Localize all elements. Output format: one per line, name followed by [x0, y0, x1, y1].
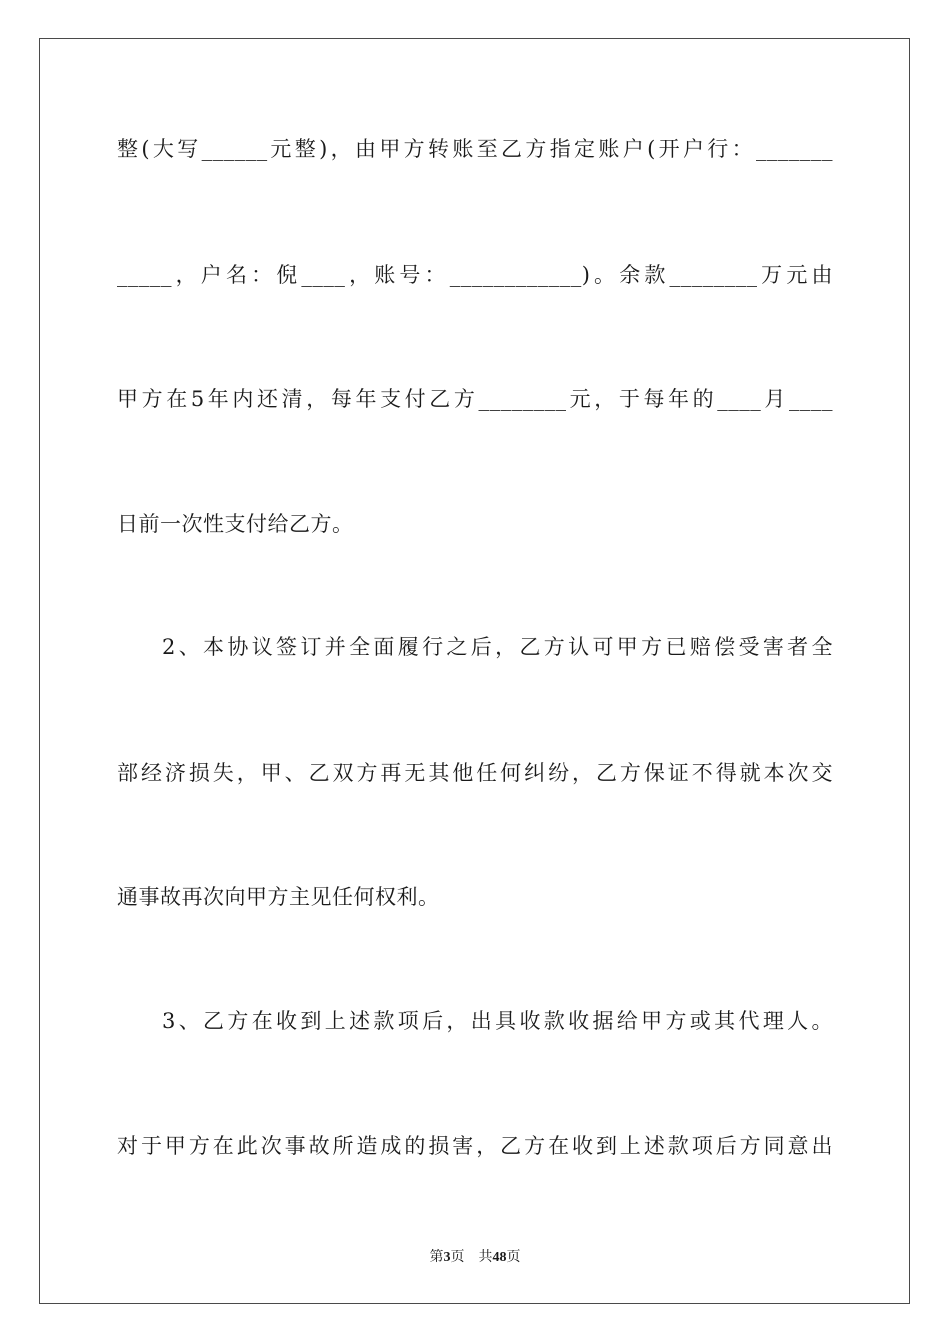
page-footer	[0, 1246, 950, 1266]
text-line-7: 通事故再次向甲方主见任何权利。	[117, 885, 440, 909]
text-line-2: _____，户名：倪____，账号：____________)。余款________万元由	[117, 263, 833, 287]
page-border	[39, 38, 910, 1304]
text-line-4: 日前一次性支付给乙方。	[117, 512, 354, 536]
text-line-3: 甲方在5年内还清，每年支付乙方________元，于每年的____月____	[117, 387, 833, 411]
total-pages: 48	[492, 1250, 507, 1265]
total-suffix: 页	[506, 1250, 521, 1265]
total-prefix: 共	[478, 1250, 493, 1265]
text-line-1: 整(大写______元整)，由甲方转账至乙方指定账户(开户行：_______	[117, 137, 833, 161]
text-line-9: 对于甲方在此次事故所造成的损害，乙方在收到上述款项后方同意出	[117, 1134, 833, 1158]
paragraph-3-line-1: 3、乙方在收到上述款项后，出具收款收据给甲方或其代理人。	[162, 1009, 833, 1033]
paragraph-2-line-1: 2、本协议签订并全面履行之后，乙方认可甲方已赔偿受害者全	[162, 635, 833, 659]
page-suffix: 页	[450, 1250, 465, 1265]
page-number: 3	[443, 1250, 451, 1265]
text-line-6: 部经济损失，甲、乙双方再无其他任何纠纷，乙方保证不得就本次交	[117, 761, 833, 785]
page-prefix: 第	[429, 1250, 444, 1265]
